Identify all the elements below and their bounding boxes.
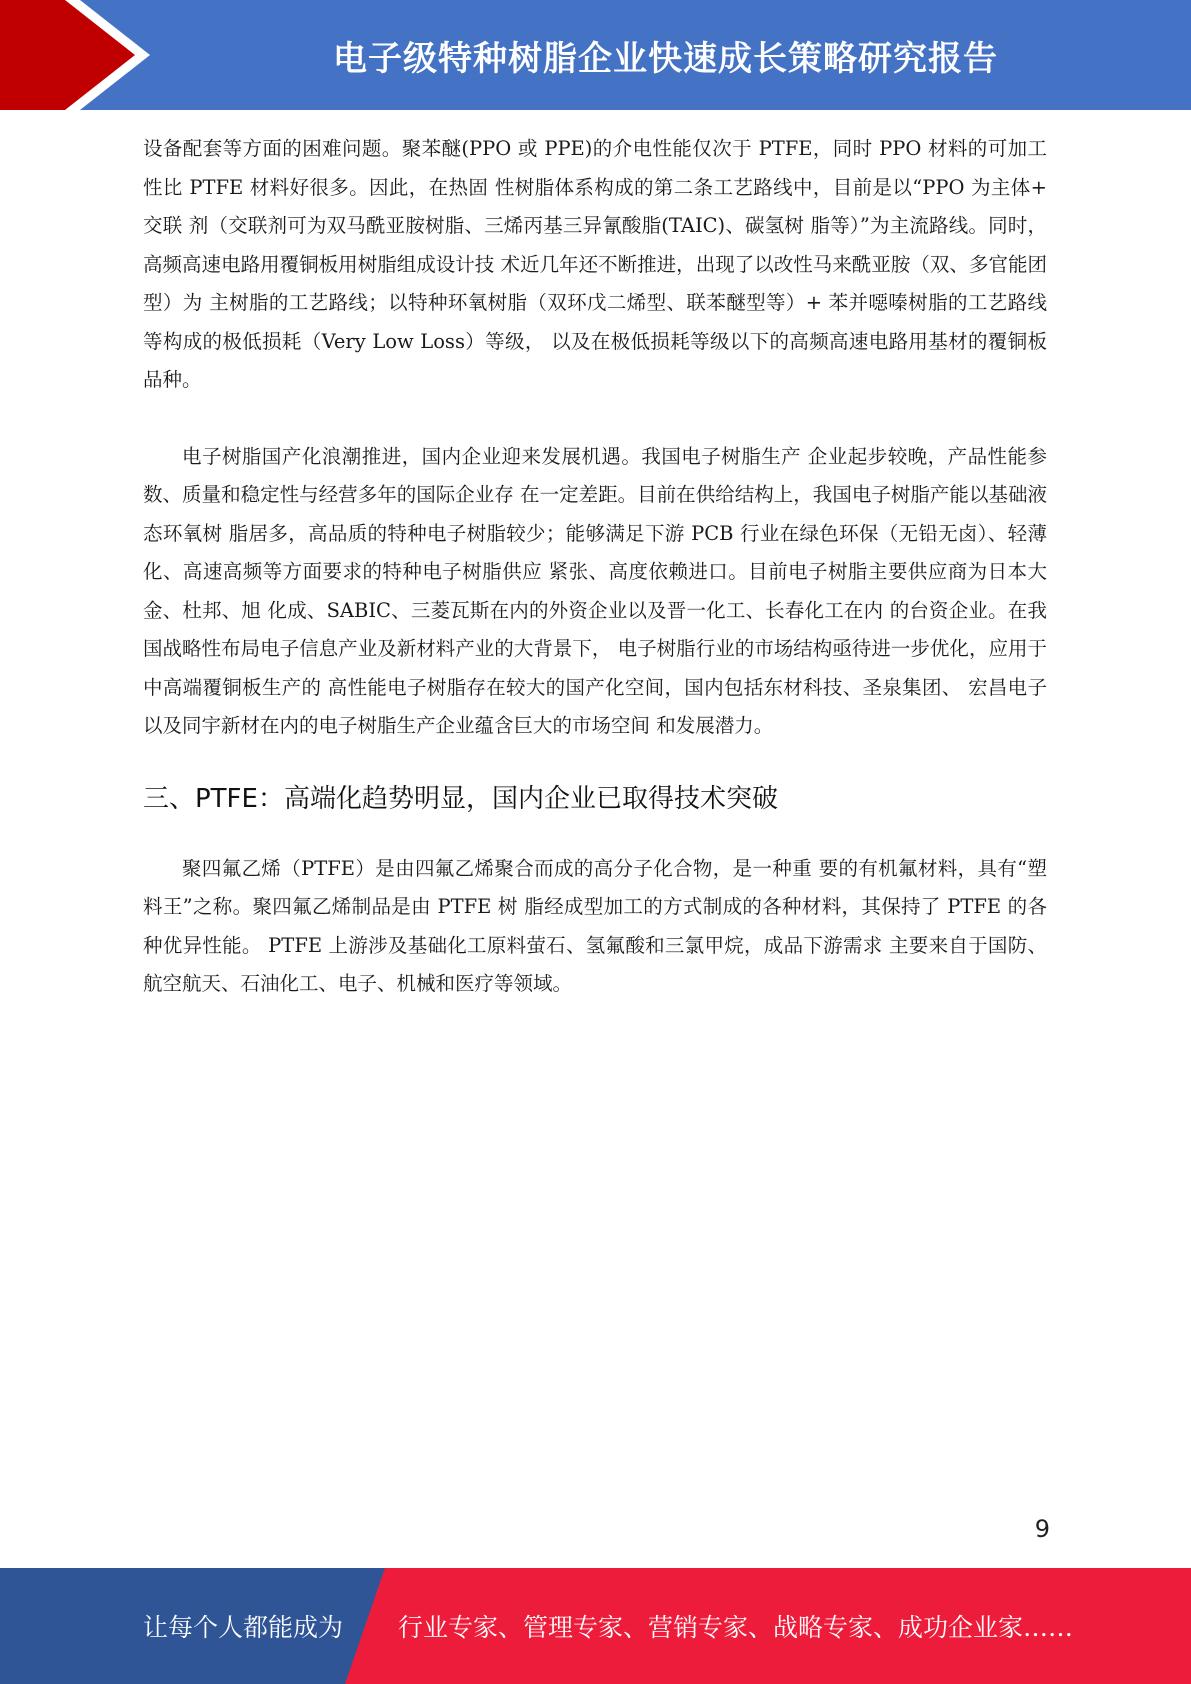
page-number: 9 <box>1034 1515 1050 1543</box>
body-paragraph: 设备配套等方面的困难问题。聚苯醚(PPO 或 PPE)的介电性能仅次于 PTFE，同时 PPO 材料的可加工性比 PTFE 材料好很多。因此，在热固 性树脂体系构成的第二条工艺路线中，目前是以“PPO 为主体+ 交联 剂（交联剂可为双马酰亚胺树脂、三烯丙基三异氰酸脂(TAIC)、碳氢树 脂等）”为主流路线。同时，高频高速电路用覆铜板用树脂组成设计技 术近几年还不断推进，出现了以改性马来酰亚胺（双、多官能团型）为 主树脂的工艺路线；以特种环氧树脂（双环戊二烯型、联苯醚型等）+ 苯并噁嗪树脂的工艺路线等构成的极低损耗（Very Low Loss）等级， 以及在极低损耗等级以下的高频高速电路用基材的覆铜板品种。 <box>143 137 1048 391</box>
page-footer <box>0 1568 1191 1684</box>
section-heading: 三、PTFE：高端化趋势明显，国内企业已取得技术突破 <box>143 783 778 814</box>
footer-slogan-left: 让每个人都能成为 <box>143 1613 344 1642</box>
header-arrow-decoration <box>0 0 170 110</box>
footer-slogan-right: 行业专家、管理专家、营销专家、战略专家、成功企业家…… <box>398 1613 1074 1642</box>
page-header <box>0 0 1191 110</box>
body-paragraph: 聚四氟乙烯（PTFE）是由四氟乙烯聚合而成的高分子化合物，是一种重 要的有机氟材料，具有“塑料王”之称。聚四氟乙烯制品是由 PTFE 树 脂经成型加工的方式制成的各种材料，其保持了 PTFE 的各种优异性能。 PTFE 上游涉及基础化工原料萤石、氢氟酸和三氯甲烷，成品下游需求 主要来自于国防、航空航天、石油化工、电子、机械和医疗等领域。 <box>143 856 1047 995</box>
page-content <box>143 130 1047 1004</box>
body-paragraph: 电子树脂国产化浪潮推进，国内企业迎来发展机遇。我国电子树脂生产 企业起步较晚，产品性能参数、质量和稳定性与经营多年的国际企业存 在一定差距。目前在供给结构上，我国电子树脂产能以基础液态环氧树 脂居多，高品质的特种电子树脂较少；能够满足下游 PCB 行业在绿色环保（无铅无卤）、轻薄化、高速高频等方面要求的特种电子树脂供应 紧张、高度依赖进口。目前电子树脂主要供应商为日本大金、杜邦、旭 化成、SABIC、三菱瓦斯在内的外资企业以及晋一化工、长春化工在内 的台资企业。在我国战略性布局电子信息产业及新材料产业的大背景下， 电子树脂行业的市场结构亟待进一步优化，应用于中高端覆铜板生产的 高性能电子树脂存在较大的国产化空间，国内包括东材科技、圣泉集团、 宏昌电子以及同宇新材在内的电子树脂生产企业蕴含巨大的市场空间 和发展潜力。 <box>143 444 1047 737</box>
document-title: 电子级特种树脂企业快速成长策略研究报告 <box>333 38 998 79</box>
